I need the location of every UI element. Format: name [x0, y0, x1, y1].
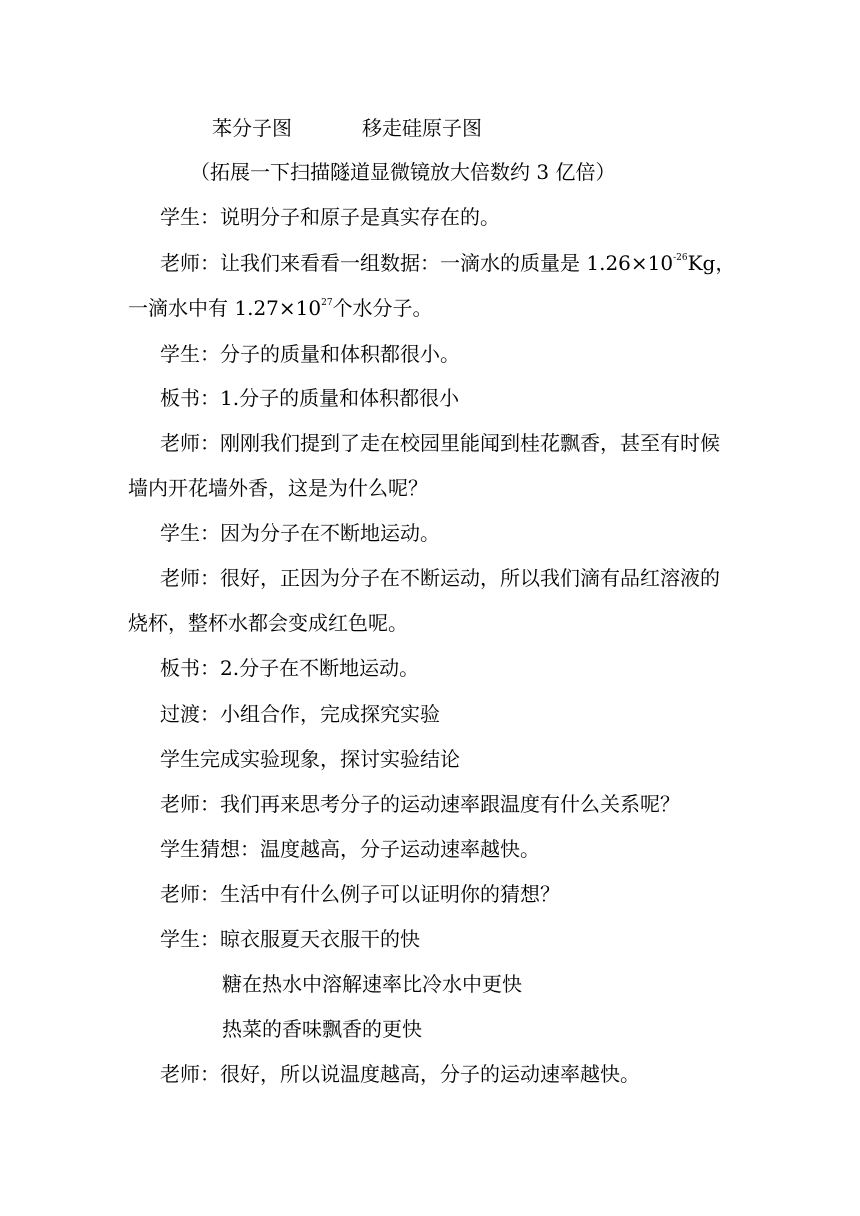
text-run: 老师：让我们来看看一组数据：一滴水的质量是 1.26×10	[160, 251, 674, 275]
paragraph-line	[160, 249, 735, 277]
paragraph-line: 学生：分子的质量和体积都很小。	[160, 342, 460, 366]
paragraph-line	[128, 294, 433, 322]
paragraph-line: 板书：1.分子的质量和体积都很小	[160, 386, 460, 410]
paragraph-line: 老师：刚刚我们提到了走在校园里能闻到桂花飘香，甚至有时候	[160, 431, 720, 455]
paragraph-line: 烧杯，整杯水都会变成红色呢。	[128, 611, 408, 635]
paragraph-line: 学生：晾衣服夏天衣服干的快	[160, 927, 420, 951]
caption-benzene: 苯分子图	[212, 116, 292, 140]
paragraph-line: 老师：我们再来思考分子的运动速率跟温度有什么关系呢？	[160, 792, 680, 816]
exponent: -26	[673, 253, 688, 263]
paragraph-line: 老师：很好，正因为分子在不断运动，所以我们滴有品红溶液的	[160, 566, 720, 590]
paragraph-line: 学生完成实验现象，探讨实验结论	[160, 747, 460, 771]
caption-note: （拓展一下扫描隧道显微镜放大倍数约 3 亿倍）	[190, 160, 616, 184]
text-run: 个水分子。	[332, 296, 433, 320]
paragraph-line: 老师：生活中有什么例子可以证明你的猜想？	[160, 882, 560, 906]
paragraph-line: 过渡：小组合作，完成探究实验	[160, 702, 440, 726]
paragraph-line: 板书：2.分子在不断地运动。	[160, 656, 420, 680]
text-run: Kg，	[687, 251, 736, 275]
exponent: 27	[321, 298, 333, 308]
paragraph-line: 墙内开花墙外香，这是为什么呢？	[128, 476, 428, 500]
paragraph-line: 热菜的香味飘香的更快	[222, 1017, 422, 1041]
paragraph-line: 糖在热水中溶解速率比冷水中更快	[222, 972, 522, 996]
text-run: 一滴水中有 1.27×10	[128, 296, 322, 320]
paragraph-line: 学生：说明分子和原子是真实存在的。	[160, 205, 500, 229]
caption-silicon: 移走硅原子图	[362, 116, 482, 140]
paragraph-line: 老师：很好，所以说温度越高，分子的运动速率越快。	[160, 1062, 640, 1086]
paragraph-line: 学生：因为分子在不断地运动。	[160, 521, 440, 545]
paragraph-line: 学生猜想：温度越高，分子运动速率越快。	[160, 837, 540, 861]
